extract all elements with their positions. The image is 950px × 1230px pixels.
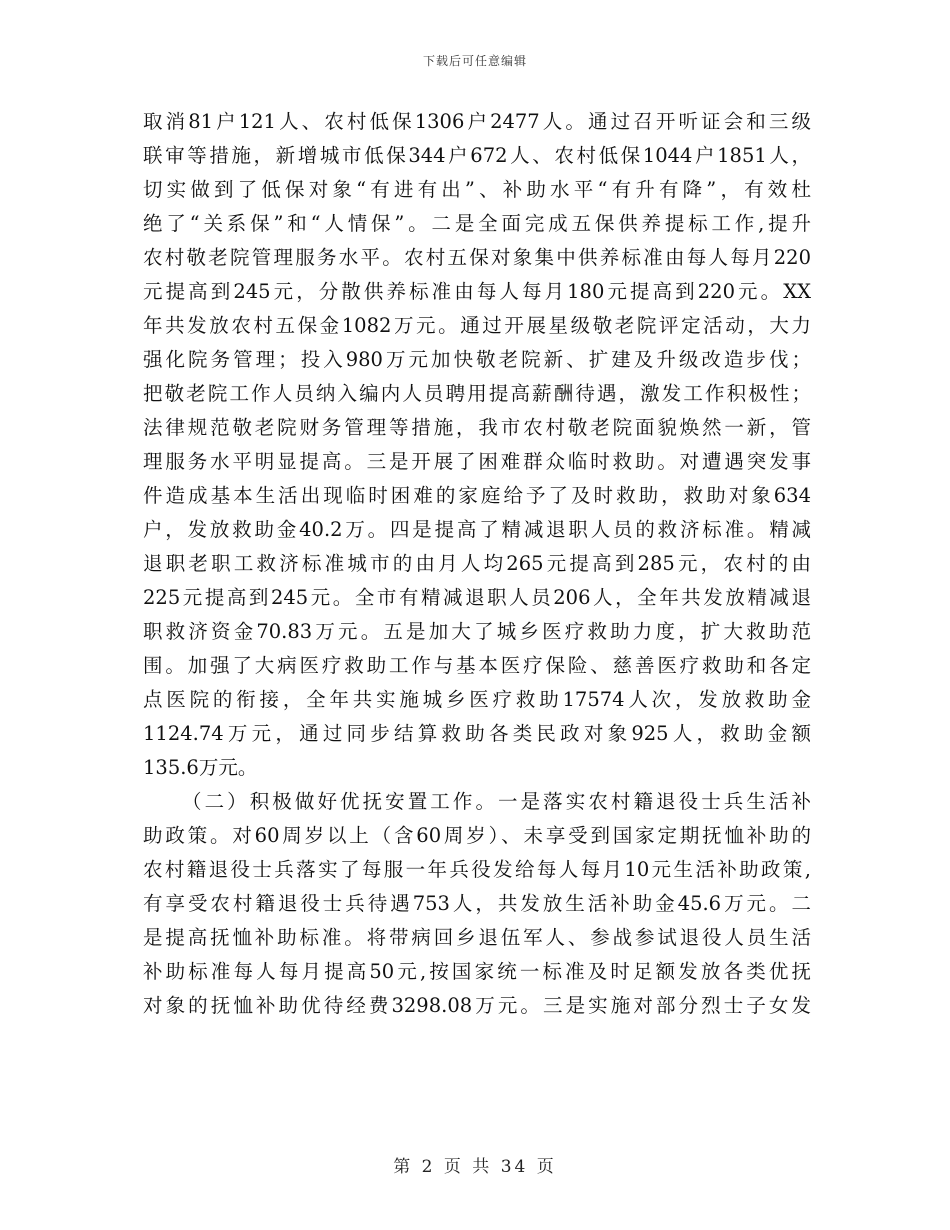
text-line: 绝了“关系保”和“人情保”。二是全面完成五保供养提标工作,提升 bbox=[143, 212, 811, 235]
text-line: 225元提高到245元。全市有精减退职人员206人，全年共发放精减退 bbox=[143, 586, 811, 609]
text-line: 农村籍退役士兵落实了每服一年兵役发给每人每月10元生活补助政策, bbox=[143, 858, 811, 881]
page-header-note: 下载后可任意编辑 bbox=[422, 54, 527, 68]
text-line: 切实做到了低保对象“有进有出”、补助水平“有升有降”，有效杜 bbox=[143, 178, 811, 201]
document-body bbox=[143, 105, 811, 1023]
text-line: 联审等措施，新增城市低保344户672人、农村低保1044户1851人， bbox=[143, 144, 811, 167]
text-line: 强化院务管理；投入980万元加快敬老院新、扩建及升级改造步伐； bbox=[143, 348, 811, 371]
text-line: 点医院的衔接，全年共实施城乡医疗救助17574人次，发放救助金 bbox=[143, 688, 811, 711]
text-line: 把敬老院工作人员纳入编内人员聘用提高薪酬待遇，激发工作积极性； bbox=[143, 382, 811, 405]
text-line: 对象的抚恤补助优待经费3298.08万元。三是实施对部分烈士子女发 bbox=[143, 994, 811, 1017]
text-line: 围。加强了大病医疗救助工作与基本医疗保险、慈善医疗救助和各定 bbox=[143, 654, 811, 677]
text-line: 户，发放救助金40.2万。四是提高了精减退职人员的救济标准。精减 bbox=[143, 518, 811, 541]
text-line: 是提高抚恤补助标准。将带病回乡退伍军人、参战参试退役人员生活 bbox=[143, 926, 811, 949]
text-line: 件造成基本生活出现临时困难的家庭给予了及时救助，救助对象634 bbox=[143, 484, 811, 507]
text-line: 补助标准每人每月提高50元,按国家统一标准及时足额发放各类优抚 bbox=[143, 960, 811, 983]
text-line: 理服务水平明显提高。三是开展了困难群众临时救助。对遭遇突发事 bbox=[143, 450, 811, 473]
text-line: 135.6万元。 bbox=[143, 756, 258, 779]
text-line: （二）积极做好优抚安置工作。一是落实农村籍退役士兵生活补 bbox=[182, 790, 811, 813]
text-line: 农村敬老院管理服务水平。农村五保对象集中供养标准由每人每月220 bbox=[143, 246, 811, 269]
text-line: 职救济资金70.83万元。五是加大了城乡医疗救助力度，扩大救助范 bbox=[143, 620, 811, 643]
text-line: 元提高到245元，分散供养标准由每人每月180元提高到220元。XX bbox=[143, 280, 811, 303]
text-line: 退职老职工救济标准城市的由月人均265元提高到285元，农村的由 bbox=[143, 552, 811, 575]
text-line: 1124.74万元，通过同步结算救助各类民政对象925人，救助金额 bbox=[143, 722, 811, 745]
page-number-footer: 第 2 页 共 34 页 bbox=[393, 1157, 557, 1177]
text-line: 有享受农村籍退役士兵待遇753人，共发放生活补助金45.6万元。二 bbox=[143, 892, 811, 915]
text-line: 年共发放农村五保金1082万元。通过开展星级敬老院评定活动，大力 bbox=[143, 314, 811, 337]
text-line: 取消81户121人、农村低保1306户2477人。通过召开听证会和三级 bbox=[143, 110, 811, 133]
text-line: 助政策。对60周岁以上（含60周岁）、未享受到国家定期抚恤补助的 bbox=[143, 824, 811, 847]
text-line: 法律规范敬老院财务管理等措施，我市农村敬老院面貌焕然一新，管 bbox=[143, 416, 811, 439]
